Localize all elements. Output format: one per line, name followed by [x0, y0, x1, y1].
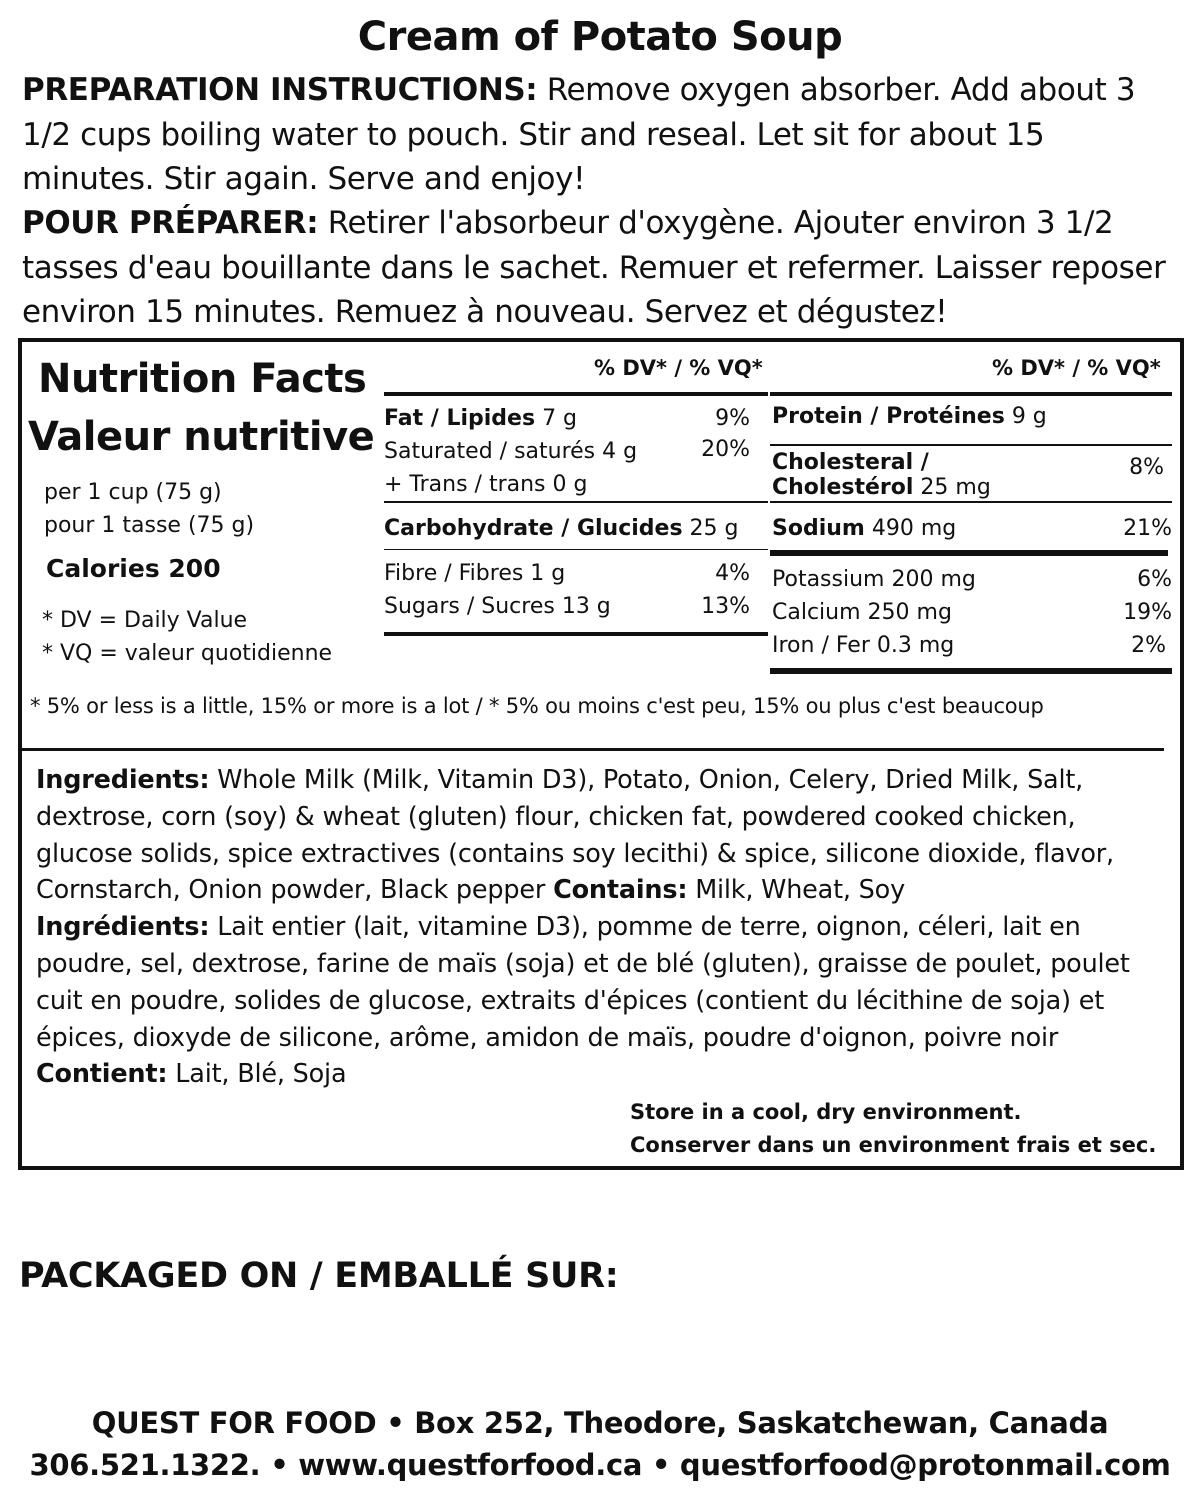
right-rule-3 [770, 550, 1168, 556]
ingredients-en-text: Whole Milk (Milk, Vitamin D3), Potato, Onion, Celery, Dried Milk, Salt, dextrose, corn (soy) & wheat (gluten) flour, chicken fat, powdered cooked chicken, glucose solids, spice extractives (contains soy lecithi) & spice, silicone dioxide, flavor, Cornstarch, Onion powder, Black pepper [36, 765, 1114, 906]
contains-fr [36, 1056, 1170, 1093]
protein-row [772, 404, 1047, 429]
cholesterol-row [772, 450, 991, 500]
calories: Calories 200 [46, 554, 221, 583]
prep-en-label: PREPARATION INSTRUCTIONS: [22, 72, 538, 108]
prep-en-text: Remove oxygen absorber. Add about 3 1/2 cups boiling water to pouch. Stir and reseal. Let sit for about 15 minutes. Stir again. Serve and enjoy! [22, 72, 1136, 197]
right-rule-1 [770, 444, 1172, 446]
prep-fr-label: POUR PRÉPARER: [22, 205, 319, 241]
iron-pct: 2% [1131, 633, 1166, 658]
ingredients-block [36, 762, 1170, 1093]
right-column-header: % DV* / % VQ* [992, 356, 1161, 380]
cholesterol-label-2: Cholestérol [772, 475, 914, 500]
left-header-rule [384, 392, 768, 396]
cholesterol-label-1: Cholesteral / [772, 450, 929, 475]
carb-amount: 25 g [682, 516, 739, 541]
cholesterol-amount: 25 mg [913, 475, 991, 500]
sugars-row: Sugars / Sucres 13 g [384, 594, 611, 619]
protein-amount: 9 g [1004, 404, 1047, 429]
potassium-pct: 6% [1137, 567, 1172, 592]
right-header-rule [770, 392, 1172, 396]
left-rule-1 [384, 501, 768, 503]
sodium-amount: 490 mg [864, 516, 957, 541]
ingredients-fr-label: Ingrédients: [36, 912, 210, 943]
fat-label: Fat / Lipides [384, 406, 536, 431]
sodium-label: Sodium [772, 516, 865, 541]
storage-en: Store in a cool, dry environment. [630, 1100, 1022, 1124]
dv-note: * DV = Daily Value [42, 608, 248, 633]
nutrition-title-fr: Valeur nutritive [28, 414, 375, 460]
prep-fr-text: Retirer l'absorbeur d'oxygène. Ajouter environ 3 1/2 tasses d'eau bouillante dans le sachet. Remuer et refermer. Laisser reposer environ 15 minutes. Remuez à nouveau. Servez et dégustez! [22, 205, 1166, 330]
ingredients-fr [36, 909, 1170, 1056]
fibre-pct: 4% [715, 561, 750, 586]
protein-label: Protein / Protéines [772, 404, 1005, 429]
right-bottom-rule [770, 668, 1172, 674]
preparation-instructions-fr [22, 201, 1182, 335]
preparation-instructions-en [22, 68, 1182, 202]
packaged-on-label: PACKAGED ON / EMBALLÉ SUR: [19, 1256, 619, 1296]
storage-fr: Conserver dans un environment frais et sec. [630, 1133, 1157, 1157]
fibre-row: Fibre / Fibres 1 g [384, 561, 566, 586]
dv-footnote: * 5% or less is a little, 15% or more is a lot / * 5% ou moins c'est peu, 15% ou plus c'est beaucoup [30, 694, 1044, 718]
contains-en-label: Contains: [553, 875, 688, 906]
left-column-header: % DV* / % VQ* [594, 356, 763, 380]
sodium-pct: 21% [1123, 516, 1172, 541]
iron-row: Iron / Fer 0.3 mg [772, 633, 955, 658]
contains-fr-label: Contient: [36, 1059, 168, 1090]
contains-en-text: Milk, Wheat, Soy [687, 875, 905, 906]
contact-line-2: 306.521.1322. • www.questforfood.ca • questforfood@protonmail.com [29, 1448, 1171, 1482]
trans-row: + Trans / trans 0 g [384, 472, 588, 497]
right-rule-2 [770, 501, 1172, 503]
left-bottom-rule [384, 632, 768, 636]
ingredients-fr-text: Lait entier (lait, vitamine D3), pomme de terre, oignon, céleri, lait en poudre, sel, dextrose, farine de maïs (soja) et de blé (gluten), graisse de poulet, poulet cuit en poudre, solides de glucose, extraits d'épices (contient du lécithine de soja) et épices, dioxyde de silicone, arôme, amidon de maïs, poudre d'oignon, poivre noir [36, 912, 1130, 1053]
sodium-row [772, 516, 956, 541]
nutrition-facts-panel [18, 338, 1184, 1170]
fat-row [384, 406, 577, 431]
saturated-row: Saturated / saturés 4 g [384, 439, 638, 464]
ingredients-divider [22, 748, 1164, 751]
calcium-pct: 19% [1123, 600, 1172, 625]
contains-fr-text: Lait, Blé, Soja [167, 1059, 347, 1090]
product-title: Cream of Potato Soup [357, 14, 843, 60]
fat-amount: 7 g [535, 406, 578, 431]
ingredients-en [36, 762, 1170, 909]
saturated-pct: 20% [701, 437, 750, 462]
fat-pct: 9% [715, 406, 750, 431]
cholesterol-pct: 8% [1129, 455, 1164, 480]
contact-line-1: QUEST FOR FOOD • Box 252, Theodore, Saskatchewan, Canada [91, 1406, 1109, 1440]
vq-note: * VQ = valeur quotidienne [42, 641, 333, 666]
sugars-pct: 13% [701, 594, 750, 619]
carb-label: Carbohydrate / Glucides [384, 516, 683, 541]
potassium-row: Potassium 200 mg [772, 567, 976, 592]
serving-size-fr: pour 1 tasse (75 g) [44, 513, 255, 538]
nutrition-title-en: Nutrition Facts [38, 356, 367, 402]
ingredients-en-label: Ingredients: [36, 765, 210, 795]
serving-size-en: per 1 cup (75 g) [44, 480, 222, 505]
left-rule-2 [384, 549, 768, 550]
calcium-row: Calcium 250 mg [772, 600, 952, 625]
carb-row [384, 516, 739, 541]
